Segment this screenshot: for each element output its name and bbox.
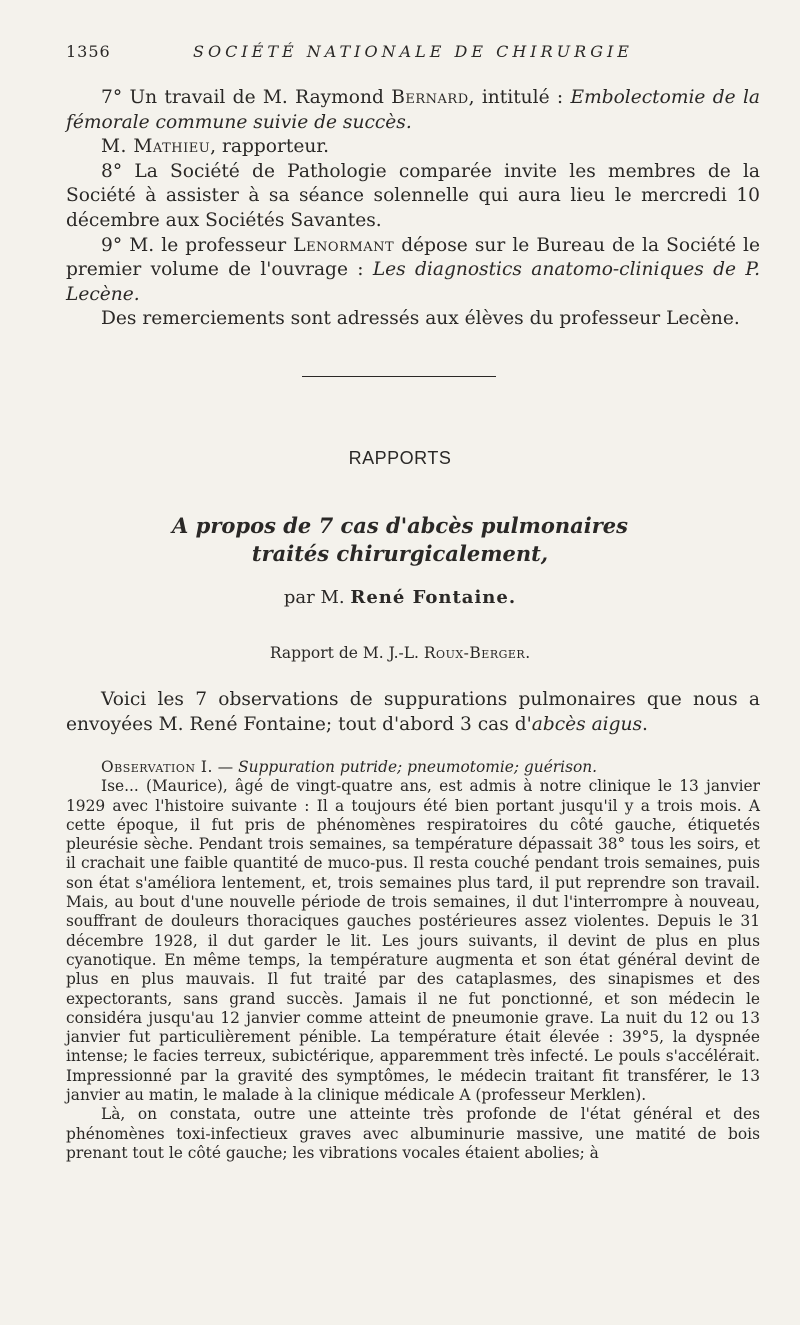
item-7-rapporteur: M. Mathieu, rapporteur. <box>101 136 330 158</box>
article-intro <box>66 688 760 737</box>
article-title-line-2: traités chirurgicalement, <box>251 541 549 566</box>
observation-1 <box>66 758 760 1163</box>
item-8-number: 8° <box>101 160 123 182</box>
section-title: RAPPORTS <box>348 448 452 468</box>
byline: par M. René Fontaine. <box>283 587 517 608</box>
item-9: 9° M. le professeur Lenormant dépose sur le Bureau de la Société le premier volume de l'ouvrage : Les diagnostics anatomo-cliniques de P. Lecène. <box>66 234 760 305</box>
item-8: 8° La Société de Pathologie comparée invite les membres de la Société à assister à sa séance solennelle qui aura lieu le mercredi 10 décembre aux Sociétés Savantes. <box>66 160 760 231</box>
rapport-author: Roux-Berger <box>423 644 526 662</box>
item-9-author: Lenormant <box>293 234 395 256</box>
article-title <box>0 512 800 568</box>
observation-paragraph-2: Là, on constata, outre une atteinte très profonde de l'état général et des phénomènes toxi-infectieux graves avec albuminurie massive, une matité de bois prenant tout le côté gauche; les vibrations vocales étaient abolies; à <box>66 1105 760 1162</box>
observation-title: Suppuration putride; pneumotomie; guérison. <box>238 758 598 776</box>
thanks-paragraph: Des remerciements sont adressés aux élèves du professeur Lecène. <box>101 308 740 330</box>
article-author: René Fontaine. <box>350 587 517 608</box>
running-title: SOCIÉTÉ NATIONALE DE CHIRURGIE <box>193 42 633 61</box>
item-9-number: 9° <box>101 234 123 256</box>
item-7-author: Bernard <box>391 87 469 108</box>
observation-heading: Observation I. — Suppuration putride; pneumotomie; guérison. <box>101 758 598 776</box>
observation-label: Observation I. <box>101 758 213 776</box>
section-divider <box>302 376 496 377</box>
article-title-line-1: A propos de 7 cas d'abcès pulmonaires <box>172 513 628 538</box>
rapport-line: Rapport de M. J.-L. Roux-Berger. <box>269 644 531 662</box>
item-7-number: 7° <box>101 87 123 108</box>
announcements <box>66 86 760 332</box>
item-9-title: Les diagnostics anatomo-cliniques de P. Lecène. <box>66 259 760 305</box>
page-header <box>66 42 760 64</box>
item-7: 7° Un travail de M. Raymond Bernard, intitulé : Embolectomie de la fémorale commune suivie de succès. <box>66 87 760 133</box>
observation-paragraph-1: Ise... (Maurice), âgé de vingt-quatre ans, est admis à notre clinique le 13 janvier 1929 avec l'histoire suivante : Il a toujours été bien portant jusqu'il y a trois mois. A cette époque, il fut pris de phénomènes respiratoires du côté gauche, étiquetés pleurésie sèche. Pendant trois semaines, sa température dépassait 38° tous les soirs, et il crachait une faible quantité de muco-pus. Il resta couché pendant trois semaines, puis son état s'améliora lentement, et, trois semaines plus tard, il put reprendre son travail. Mais, au bout d'une nouvelle période de trois semaines, il dut l'interrompre à nouveau, souffrant de douleurs thoraciques gauches postérieures assez violentes. Depuis le 31 décembre 1928, il dut garder le lit. Les jours suivants, il devint de plus en plus cyanotique. En même temps, la température augmenta et son état général devint de plus en plus mauvais. Il fut traité par des cataplasmes, des sinapismes et des expectorants, sans grand succès. Jamais il ne fut ponctionné, et son médecin le considéra jusqu'au 12 janvier comme atteint de pneumonie grave. La nuit du 12 ou 13 janvier fut particulièrement pénible. La température était élevée : 39°5, la dyspnée intense; le facies terreux, subictérique, apparemment très infecté. Le pouls s'accélérait. Impressionné par la gravité des symptômes, le médecin traitant fit transférer, le 13 janvier au matin, le malade à la clinique médicale A (professeur Merklen). <box>66 777 760 1105</box>
item-7-title: Embolectomie de la fémorale commune suivie de succès. <box>66 87 760 133</box>
intro-paragraph: Voici les 7 observations de suppurations pulmonaires que nous a envoyées M. René Fontaine; tout d'abord 3 cas d'abcès aigus. <box>66 689 760 735</box>
page-number: 1356 <box>66 42 111 61</box>
